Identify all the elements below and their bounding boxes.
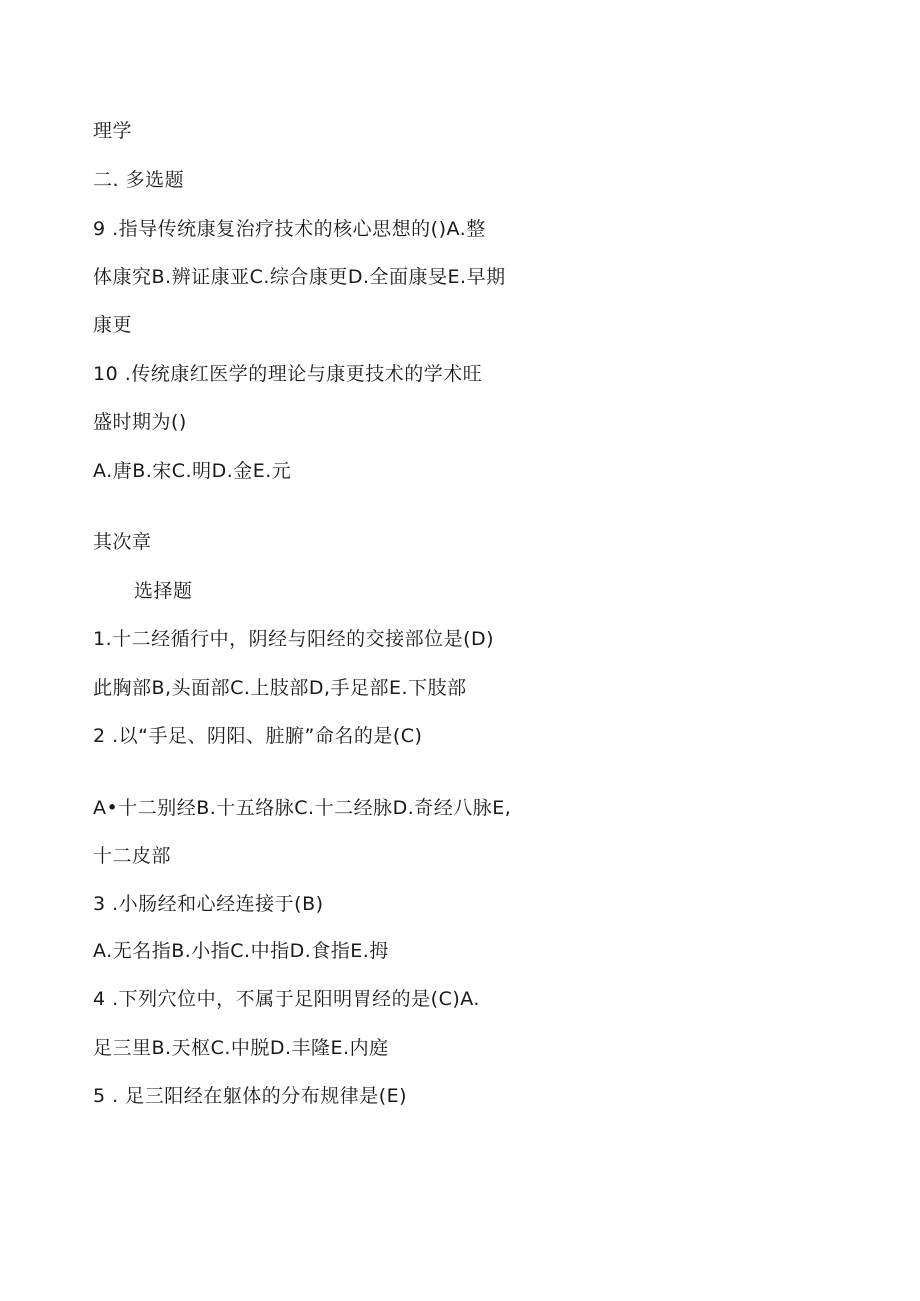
- question-5: 5 . 足三阳经在躯体的分布规律是(E): [93, 1085, 408, 1107]
- chapter-heading: 其次章: [93, 531, 152, 553]
- question-2: 2 .以“手足、阴阳、脏腑”命名的是(C): [93, 725, 423, 747]
- question-2-options: A•十二别经B.十五络脉C.十二经脉D.奇经八脉E,: [93, 797, 512, 819]
- question-2-options-cont: 十二皮部: [93, 845, 172, 867]
- question-10: 10 .传统康红医学的理论与康更技术的学术旺: [93, 363, 483, 385]
- subsection-heading: 选择题: [134, 580, 193, 602]
- question-4: 4 .下列穴位中，不属于足阳明胃经的是(C)A.: [93, 988, 480, 1010]
- question-1: 1.十二经循行中，阴经与阳经的交接部位是(D): [93, 628, 495, 650]
- question-9-options-cont: 康更: [93, 314, 133, 336]
- question-1-options: 此胸部B,头面部C.上肢部D,手足部E.下肢部: [93, 677, 467, 699]
- question-10-options: A.唐B.宋C.明D.金E.元: [93, 460, 292, 482]
- question-10-cont: 盛时期为(): [93, 411, 187, 433]
- text-line: 理学: [93, 120, 133, 142]
- question-9: 9 .指导传统康复治疗技术的核心思想的()A.整: [93, 218, 486, 240]
- question-3-options: A.无名指B.小指C.中指D.食指E.拇: [93, 940, 389, 962]
- section-heading: 二. 多选题: [93, 169, 185, 191]
- question-9-options: 体康究B.辨证康亚C.综合康更D.全面康旻E.早期: [93, 266, 506, 288]
- question-4-options: 足三里B.天枢C.中脱D.丰隆E.内庭: [93, 1037, 389, 1059]
- question-3: 3 .小肠经和心经连接于(B): [93, 893, 324, 915]
